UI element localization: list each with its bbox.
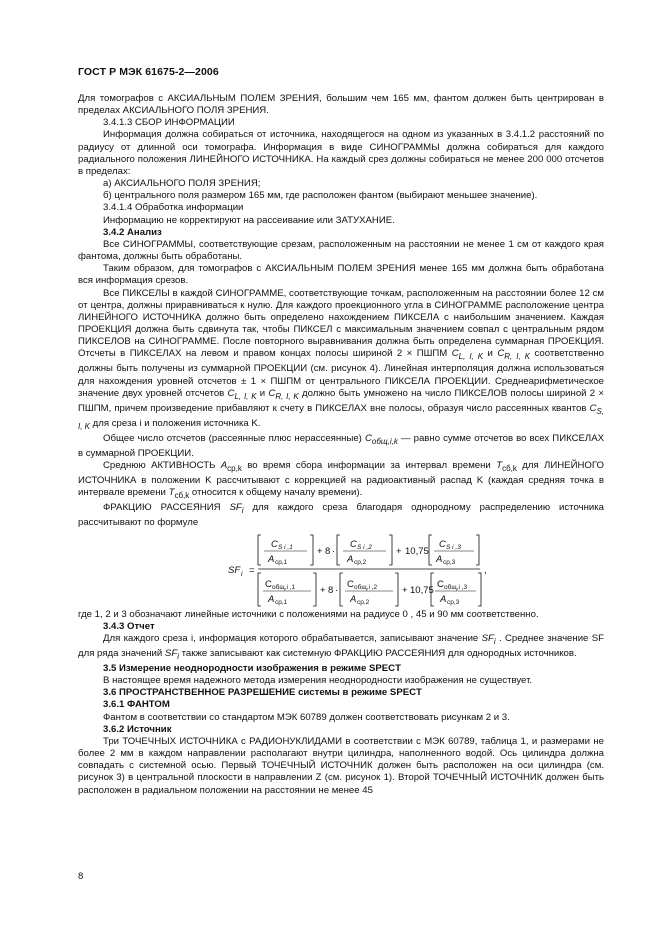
list-item: б) центрального поля размером 165 мм, где расположен фантом (выбирают меньшее значение). [103, 190, 538, 202]
svg-text:C: C [437, 578, 444, 590]
section-heading: 3.4.2 Анализ [103, 226, 162, 238]
svg-text:общ,i ,3: общ,i ,3 [444, 583, 468, 591]
svg-text:ср,3: ср,3 [443, 558, 456, 566]
svg-text:S i ,2: S i ,2 [357, 543, 372, 551]
svg-text:ср,3: ср,3 [447, 598, 460, 606]
section-heading: 3.6.2 Источник [103, 723, 172, 735]
section-heading: 3.5 Измерение неоднородности изображения в режиме SPECT [103, 663, 401, 674]
scatter-fraction-paragraph: ФРАКЦИЮ РАССЕЯНИЯ $SF_i$ для каждого среза благодаря однородному распределению источника рассчитывают по формуле [78, 502, 604, 529]
svg-text:ср,2: ср,2 [354, 558, 367, 566]
formula-equals: = [249, 564, 255, 576]
formula-lhs: SF [228, 564, 241, 576]
paragraph: Фантом в соответствии со стандартом МЭК 60789 должен соответствовать рисункам 2 и 3. [103, 711, 510, 723]
document-header: ГОСТ Р МЭК 61675-2—2006 [78, 66, 219, 78]
svg-text:+: + [317, 545, 323, 557]
paragraph: Информация должна собираться от источника, находящегося на одном из указанных в 3.4.1.2 расстояний по радиусу от длинной оси томографа. Информация в виде СИНОГРАММЫ должна собираться для каждого радиального положения ЛИНЕЙНОГО ИСТОЧНИКА. На каждый срез должны собираться не менее 200 000 отсчетов в пределах: [78, 129, 604, 177]
svg-text:ср,1: ср,1 [275, 558, 288, 566]
list-item: а) АКСИАЛЬНОГО ПОЛЯ ЗРЕНИЯ; [103, 178, 261, 190]
svg-text:C: C [265, 578, 272, 590]
svg-text:10,75: 10,75 [410, 584, 434, 596]
svg-text:A: A [440, 593, 447, 605]
paragraph: Информацию не корректируют на рассеивание или ЗАТУХАНИЕ. [103, 214, 395, 226]
svg-text:+: + [402, 584, 408, 596]
paragraph: Все СИНОГРАММЫ, соответствующие срезам, расположенным на расстоянии не менее 1 см от каждого края фантома, должны быть обработаны. [78, 238, 604, 263]
scatter-fraction-formula [78, 532, 604, 608]
paragraph: В настоящее время надежного метода измерения неоднородности изображения не существует. [103, 675, 533, 687]
svg-text:A: A [268, 553, 275, 565]
svg-text:,: , [484, 564, 487, 576]
document-body [78, 93, 604, 797]
svg-text:общ,i ,2: общ,i ,2 [354, 583, 378, 591]
section-heading: 3.6 ПРОСТРАНСТВЕННОЕ РАЗРЕШЕНИЕ системы в режиме SPECT [103, 687, 422, 699]
report-paragraph: Для каждого среза i, информация которого обрабатывается, записывают значение $SF_i$ . Среднее значение SF для ряда значений $SF_i$ также записывают как системную ФРАКЦИЮ РАССЕЯНИЯ для однородных источников. [78, 632, 604, 661]
svg-text:8: 8 [325, 545, 331, 557]
svg-text:+: + [396, 545, 402, 557]
svg-text:·: · [335, 584, 339, 596]
svg-text:A: A [268, 593, 275, 605]
section-heading: 3.4.3 Отчет [103, 620, 155, 632]
svg-text:C: C [350, 538, 357, 550]
svg-text:S i ,1: S i ,1 [278, 543, 293, 551]
svg-text:8: 8 [328, 584, 334, 596]
svg-text:A: A [436, 553, 443, 565]
svg-text:A: A [350, 593, 357, 605]
paragraph: где 1, 2 и 3 обозначают линейные источники с положениями на радиусе 0 , 45 и 90 мм соответственно. [78, 608, 539, 620]
paragraph: Три ТОЧЕЧНЫХ ИСТОЧНИКА с РАДИОНУКЛИДАМИ в соответствии с МЭК 60789, таблица 1, и размерами не более 2 мм в каждом направлении располагают внутри цилиндра, наполненного водой. Ось цилиндра должна совпадать с системной осью. Первый ТОЧЕЧНЫЙ ИСТОЧНИК должен быть расположен на оси цилиндра (см. рисунок 3) в центральной плоскости в направлении Z (см. рисунок 1). Второй ТОЧЕЧНЫЙ ИСТОЧНИК должен быть расположен в радиальном положении на расстоянии не менее 45 [78, 735, 604, 796]
formula-lhs-sub: i [241, 570, 243, 578]
subsection-heading: 3.4.1.4 Обработка информации [103, 202, 244, 214]
svg-text:C: C [439, 538, 446, 550]
total-counts-paragraph: Общее число отсчетов (рассеянные плюс нерассеянные) $C_{общ,i,k}$ — равно сумме отсчетов во всех ПИКСЕЛАХ в суммарной ПРОЕКЦИИ. [78, 432, 604, 459]
svg-text:общ,i ,1: общ,i ,1 [272, 583, 296, 591]
svg-text:A: A [347, 553, 354, 565]
section-heading: 3.6.1 ФАНТОМ [103, 699, 170, 711]
svg-text:C: C [347, 578, 354, 590]
svg-text:ср,2: ср,2 [357, 598, 370, 606]
svg-text:+: + [320, 584, 326, 596]
paragraph: Для томографов с АКСИАЛЬНЫМ ПОЛЕМ ЗРЕНИЯ, большим чем 165 мм, фантом должен быть центрирован в пределах АКСИАЛЬНОГО ПОЛЯ ЗРЕНИЯ. [78, 93, 604, 117]
pixel-paragraph: Все ПИКСЕЛЫ в каждой СИНОГРАММЕ, соответствующие точкам, расположенным на расстоянии более 12 см от центра, должны приравниваться к нулю. Для каждого проекционного угла в СИНОГРАММЕ расположение центра ЛИНЕЙНОГО ИСТОЧНИКА должно быть определено нахождением ПИКСЕЛА с наибольшим значением. Каждая ПРОЕКЦИЯ должна быть сдвинута так, чтобы ПИКСЕЛ с максимальным значением совпал с центральным рядом ПИКСЕЛОВ на СИНОГРАММЕ. После повторного выравнивания должна быть определена суммарная ПРОЕКЦИЯ. Отсчеты в ПИКСЕЛАХ на левом и правом концах полосы шириной 2 × ПШПМ $C_{L, I, K}$ и $C_{R, I, K}$ соответственно должны быть получены из суммарной ПРОЕКЦИИ (см. рисунок 4). Линейная интерполяция должна использоваться для нахождения уровней отсчетов ± 1 × ПШПМ от центрального ПИКСЕЛА ПРОЕКЦИИ. Среднеарифметическое значение двух уровней отсчетов $C_{L, I, K}$ и $C_{R, I, K}$ должно быть умножено на число ПИКСЕЛОВ полосы шириной 2 × ПШПМ, причем произведение прибавляют к счету в ПИКСЕЛАХ вне полосы, образуя число рассеянных квантов $C_{S, I, K}$ для среза i и положения источника K. [78, 287, 604, 431]
svg-text:·: · [332, 545, 336, 557]
svg-text:10,75: 10,75 [405, 545, 429, 557]
svg-text:S i ,3: S i ,3 [446, 543, 461, 551]
svg-text:C: C [271, 538, 278, 550]
subsection-heading: 3.4.1.3 СБОР ИНФОРМАЦИИ [103, 117, 235, 129]
activity-paragraph: Среднюю АКТИВНОСТЬ $A_{ср,k}$ во время сбора информации за интервал времени $T_{сб,k}$ для ЛИНЕЙНОГО ИСТОЧНИКА в положении K рассчитывают с коррекцией на радиоактивный распад K (каждая средняя точка в интервале времени $T_{сб,k}$ относится к общему началу времени). [78, 460, 604, 501]
paragraph: Таким образом, для томографов с АКСИАЛЬНЫМ ПОЛЕМ ЗРЕНИЯ менее 165 мм должна быть обработана вся информация срезов. [78, 263, 604, 287]
page-number: 8 [78, 871, 84, 882]
svg-text:ср,1: ср,1 [275, 598, 288, 606]
